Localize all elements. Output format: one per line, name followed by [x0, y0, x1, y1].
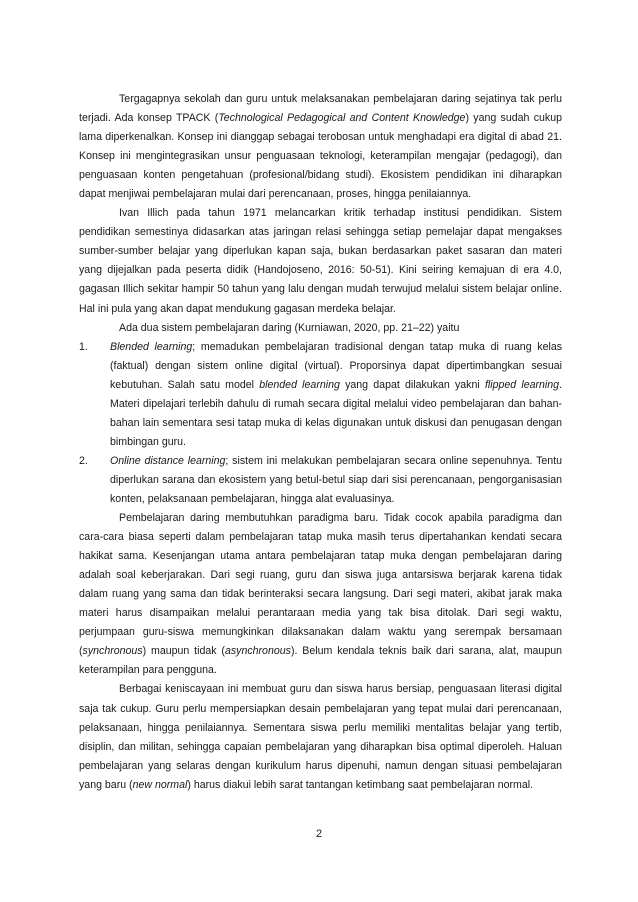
italic-term: blended learning — [259, 378, 340, 391]
paragraph-tpack — [79, 90, 562, 204]
list-number: 2. — [79, 454, 88, 467]
numbered-list — [79, 338, 562, 509]
list-text: ; memadukan pembelajaran tradisional dengan tatap muka di ruang kelas (faktual) dengan sistem online digital (virtual). Proporsinya dapat dipertimbangkan sesuai kebutuhan. Salah satu model — [110, 340, 563, 391]
italic-term: synchronous — [82, 645, 143, 658]
italic-term: Online distance learning — [110, 454, 226, 467]
list-text: ; sistem ini melakukan pembelajaran secara online sepenuhnya. Tentu diperlukan sarana dan ekosistem yang betul-betul siap dari sisi perencanaan, pengorganisasian konten, pelaksanaan pembelajaran, hingga alat evaluasinya. — [110, 454, 562, 505]
italic-term: new normal — [132, 778, 188, 791]
paragraph-text: ). Belum kendala teknis baik dari sarana, alat, maupun keterampilan para pengguna. — [79, 645, 562, 677]
list-text: . Materi dipelajari terlebih dahulu di rumah secara digital melalui video pembelajaran dan bahan-bahan lain sementara sesi tatap muka di kelas digunakan untuk diskusi dan penugasan dengan bimbingan guru. — [110, 378, 563, 448]
list-item — [79, 338, 562, 452]
italic-term: asynchronous — [224, 645, 291, 658]
list-text: yang dapat dilakukan yakni — [339, 378, 485, 391]
list-number: 1. — [79, 340, 88, 353]
italic-term: flipped learning — [484, 378, 560, 391]
paragraph-text: Berbagai keniscayaan ini membuat guru dan siswa harus bersiap, penguasaan literasi digital saja tak cukup. Guru perlu mempersiapkan desain pembelajaran yang tepat mulai dari perencanaan, pelaksanaan, hingga penilaiannya. Sementara siswa perlu memiliki mentalitas belajar yang tertib, disiplin, dan militan, sehingga capaian pembelajaran yang diharapkan bisa optimal diperoleh. Haluan pembelajaran yang selaras dengan kurikulum harus dipenuhi, namun dengan situasi pembelajaran yang baru ( — [79, 683, 562, 791]
paragraph-text: ) yang sudah cukup lama diperkenalkan. Konsep ini dianggap sebagai terobosan untuk menghadapi era digital di abad 21. Konsep ini mengintegrasikan unsur penguasaan teknologi, keterampilan mengajar (pedagogi), dan penguasaan konten pengetahuan (profesional/bidang studi). Ekosistem pendidikan ini diharapkan dapat menjiwai pembelajaran mulai dari perencanaan, proses, hingga penilaiannya. — [79, 112, 562, 201]
page-body — [79, 90, 562, 795]
italic-term: Blended learning — [110, 340, 193, 353]
page-number: 2 — [315, 828, 323, 840]
paragraph-text: ) harus diakui lebih sarat tantangan ketimbang saat pembelajaran normal. — [187, 778, 534, 791]
paragraph-text: Ivan Illich pada tahun 1971 melancarkan kritik terhadap institusi pendidikan. Sistem pendidikan semestinya didasarkan atas jaringan relasi sehingga setiap pemelajar dapat mengakses sumber-sumber belajar yang diperlukan kapan saja, bukan berdasarkan paket sasaran dan materi yang dijejalkan pada peserta didik (Handojoseno, 2016: 50-51). Kini seiring kemajuan di era 4.0, gagasan Illich sekitar hampir 50 tahun yang lalu dengan mudah terwujud melalui sistem belajar online. Hal ini pula yang akan dapat mendukung gagasan merdeka belajar. — [79, 207, 562, 315]
italic-term: Technological Pedagogical and Content Knowledge — [218, 112, 466, 125]
list-item — [79, 452, 562, 509]
paragraph-list-intro — [79, 319, 562, 338]
paragraph-keniscayaan — [79, 680, 562, 794]
paragraph-illich — [79, 204, 562, 318]
paragraph-text: ) maupun tidak ( — [142, 645, 225, 658]
paragraph-text: Tergagapnya sekolah dan guru untuk melaksanakan pembelajaran daring sejatinya tak perlu terjadi. Ada konsep TPACK ( — [79, 93, 562, 125]
paragraph-text: Pembelajaran daring membutuhkan paradigma baru. Tidak cocok apabila paradigma dan cara-cara biasa seperti dalam pembelajaran tatap muka masih terus dipertahankan kendati secara hakikat sama. Kesenjangan utama antara pembelajaran tatap muka dengan pembelajaran daring adalah soal keberjarakan. Dari segi ruang, guru dan siswa juga antarsiswa berjarak karena tidak dalam ruang yang sama dan tidak berinteraksi secara langsung. Dari segi materi, akibat jarak maka materi harus disampaikan melalui perantaraan media yang tak bisa ditolak. Dari segi waktu, perjumpaan guru-siswa memungkinkan dilaksanakan dalam waktu yang serempak bersamaan ( — [79, 512, 562, 658]
paragraph-paradigma — [79, 509, 562, 680]
paragraph-text: Ada dua sistem pembelajaran daring (Kurniawan, 2020, pp. 21–22) yaitu — [119, 321, 460, 334]
